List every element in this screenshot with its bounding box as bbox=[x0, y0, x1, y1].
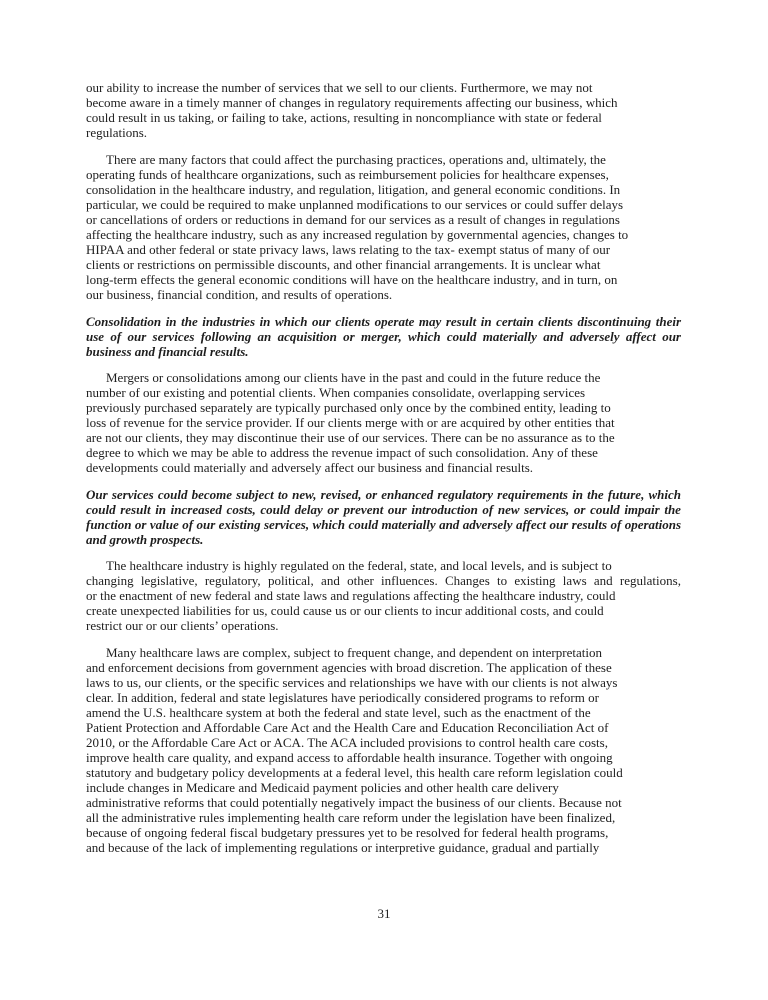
text-line: clients or restrictions on permissible discounts, and other financial arrangements. It is unclear what bbox=[86, 257, 601, 272]
text-line: operating funds of healthcare organizations, such as reimbursement policies for healthcare expenses, bbox=[86, 167, 609, 182]
text-line: particular, we could be required to make unplanned modifications to our services or could suffer delays bbox=[86, 197, 624, 212]
text-line: loss of revenue for the service provider. If our clients merge with or are acquired by other entities that bbox=[86, 415, 615, 430]
page-number: 31 bbox=[377, 906, 391, 921]
text-line: improve health care quality, and expand access to affordable health insurance. Together with ongoing bbox=[86, 750, 613, 765]
text-line: create unexpected liabilities for us, could cause us or our clients to incur additional costs, and could bbox=[86, 603, 604, 618]
text-line: affecting the healthcare industry, such as any increased regulation by governmental agencies, changes to bbox=[86, 227, 629, 242]
text-line: Mergers or consolidations among our clients have in the past and could in the future reduce the bbox=[106, 370, 601, 385]
text-line: Many healthcare laws are complex, subject to frequent change, and dependent on interpretation bbox=[106, 645, 602, 660]
risk-factor-heading bbox=[86, 314, 681, 359]
text-line: Consolidation in the industries in which our clients operate may result in certain clients discontinuing their bbox=[86, 314, 682, 329]
text-line: amend the U.S. healthcare system at both the federal and state level, such as the enactment of the bbox=[86, 705, 591, 720]
text-line: changing legislative, regulatory, political, and other influences. Changes to existing laws and regulations, bbox=[86, 573, 681, 588]
text-line: function or value of our existing services, which could materially and adversely affect our results of operations bbox=[86, 517, 682, 532]
text-line: include changes in Medicare and Medicaid payment policies and other health care delivery bbox=[86, 780, 559, 795]
text-line: use of our services following an acquisition or merger, which could materially and adversely affect our bbox=[86, 329, 681, 344]
text-line: restrict our or our clients’ operations. bbox=[86, 618, 279, 633]
text-line: There are many factors that could affect the purchasing practices, operations and, ultimately, the bbox=[106, 152, 606, 167]
text-line: all the administrative rules implementing health care reform under the legislation have been finalized, bbox=[86, 810, 616, 825]
text-line: Our services could become subject to new, revised, or enhanced regulatory requirements in the future, which bbox=[86, 487, 681, 502]
text-line: business and financial results. bbox=[86, 344, 249, 359]
risk-factor-heading bbox=[86, 487, 681, 547]
text-line: regulations. bbox=[86, 125, 148, 140]
text-line: or cancellations of orders or reductions in demand for our services as a result of changes in regulations bbox=[86, 212, 620, 227]
text-line: laws to us, our clients, or the specific services and relationships we have with our clients is not always bbox=[86, 675, 618, 690]
text-line: could result in us taking, or failing to take, actions, resulting in noncompliance with state or federal bbox=[86, 110, 602, 125]
text-line: clear. In addition, federal and state legislatures have periodically considered programs to reform or bbox=[86, 690, 599, 705]
paragraph bbox=[86, 558, 681, 633]
text-line: our ability to increase the number of services that we sell to our clients. Furthermore, we may not bbox=[86, 80, 593, 95]
text-line: or the enactment of new federal and state laws and regulations affecting the healthcare industry, could bbox=[86, 588, 616, 603]
text-line: are not our clients, they may discontinue their use of our services. There can be no assurance as to the bbox=[86, 430, 615, 445]
text-line: previously purchased separately are typically purchased only once by the combined entity, leading to bbox=[86, 400, 611, 415]
text-line: become aware in a timely manner of changes in regulatory requirements affecting our business, which bbox=[86, 95, 618, 110]
text-line: and because of the lack of implementing regulations or interpretive guidance, gradual and partially bbox=[86, 840, 600, 855]
paragraph bbox=[86, 80, 681, 140]
text-line: and enforcement decisions from government agencies with broad discretion. The application of these bbox=[86, 660, 612, 675]
text-line: statutory and budgetary policy developments at a federal level, this health care reform legislation could bbox=[86, 765, 623, 780]
text-line: developments could materially and adversely affect our business and financial results. bbox=[86, 460, 534, 475]
text-line: because of ongoing federal fiscal budgetary pressures yet to be resolved for federal health programs, bbox=[86, 825, 609, 840]
text-line: HIPAA and other federal or state privacy laws, laws relating to the tax- exempt status of many of our bbox=[86, 242, 611, 257]
text-line: consolidation in the healthcare industry, and regulation, litigation, and general economic conditions. In bbox=[86, 182, 621, 197]
text-line: degree to which we may be able to address the revenue impact of such consolidation. Any of these bbox=[86, 445, 598, 460]
paragraph bbox=[86, 645, 681, 855]
text-line: number of our existing and potential clients. When companies consolidate, overlapping services bbox=[86, 385, 586, 400]
page-footer bbox=[0, 906, 768, 921]
text-line: The healthcare industry is highly regulated on the federal, state, and local levels, and is subject to bbox=[106, 558, 612, 573]
text-line: administrative reforms that could potentially negatively impact the business of our clients. Because not bbox=[86, 795, 622, 810]
text-line: and growth prospects. bbox=[86, 532, 204, 547]
text-line: Patient Protection and Affordable Care Act and the Health Care and Education Reconciliation Act of bbox=[86, 720, 609, 735]
text-line: could result in increased costs, could delay or prevent our introduction of new services, or could impair the bbox=[86, 502, 681, 517]
text-line: long-term effects the general economic conditions will have on the healthcare industry, and in turn, on bbox=[86, 272, 618, 287]
document-body bbox=[86, 80, 681, 867]
paragraph bbox=[86, 152, 681, 302]
paragraph bbox=[86, 370, 681, 475]
text-line: 2010, or the Affordable Care Act or ACA. The ACA included provisions to control health care costs, bbox=[86, 735, 608, 750]
text-line: our business, financial condition, and results of operations. bbox=[86, 287, 393, 302]
